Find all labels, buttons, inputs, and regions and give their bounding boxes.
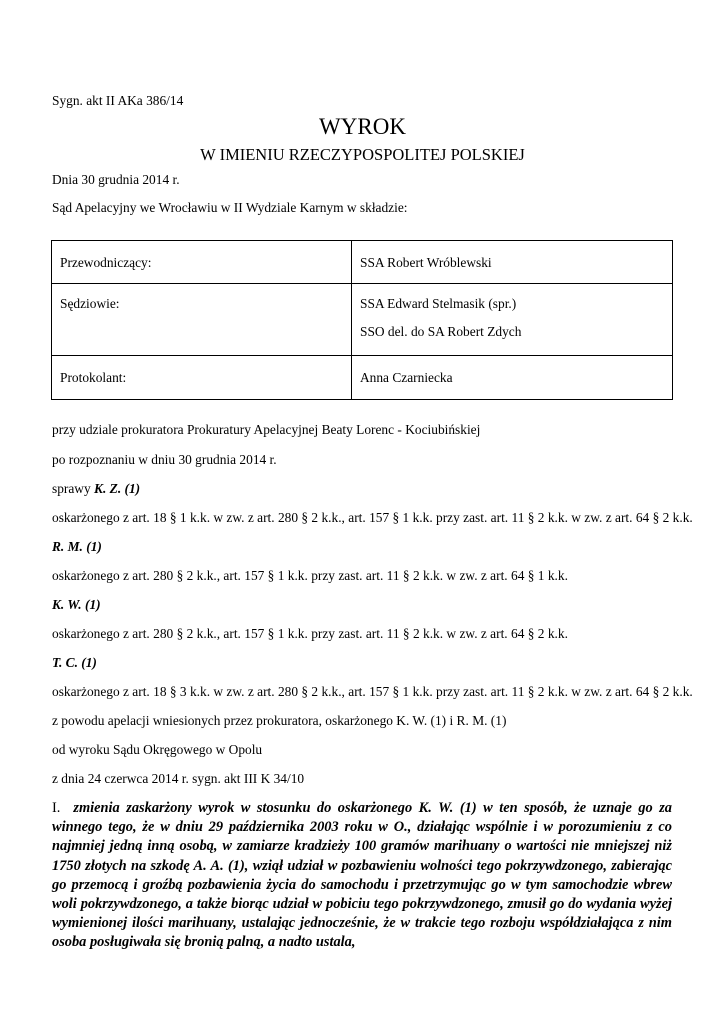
defendant-name: T. C. (1) (52, 655, 97, 670)
table-row (52, 284, 673, 356)
case-prefix: sprawy (52, 481, 95, 496)
prosecutor-line: przy udziale prokuratora Prokuratury Apelacyjnej Beaty Lorenc - Kociubińskiej (52, 422, 481, 437)
clerk-label: Protokolant: (52, 356, 352, 400)
defendant-charges: oskarżonego z art. 280 § 2 k.k., art. 157 § 1 k.k. przy zast. art. 11 § 2 k.k. w zw. z art. 64 § 1 k.k. (52, 568, 568, 583)
appeal-line: z powodu apelacji wniesionych przez prokuratora, oskarżonego K. W. (1) i R. M. (1) (52, 713, 507, 728)
case-number: Sygn. akt II AKa 386/14 (52, 93, 184, 108)
defendant-charges: oskarżonego z art. 280 § 2 k.k., art. 157 § 1 k.k. przy zast. art. 11 § 2 k.k. w zw. z art. 64 § 2 k.k. (52, 626, 568, 641)
presiding-name: SSA Robert Wróblewski (352, 241, 673, 284)
defendant-name: K. Z. (1) (94, 481, 141, 496)
judgment-source-line: od wyroku Sądu Okręgowego w Opolu (52, 742, 263, 757)
court-composition-table (51, 240, 673, 400)
judgment-date-line: z dnia 24 czerwca 2014 r. sygn. akt III K 34/10 (52, 771, 305, 786)
table-row (52, 241, 673, 284)
defendant-name: R. M. (1) (52, 539, 102, 554)
presiding-label: Przewodniczący: (52, 241, 352, 284)
hearing-line: po rozpoznaniu w dniu 30 grudnia 2014 r. (52, 452, 277, 467)
verdict-text: zmienia zaskarżony wyrok w stosunku do oskarżonego K. W. (1) w ten sposób, że uznaje go za winnego tego, że w dniu 29 października 2003 roku w O., działając wspólnie i w porozumieniu z co najmniej jedną inną osobą, w zamiarze kradzieży 100 gramów marihuany o wartości nie mniejszej niż 1750 złotych na szkodę A. A. (1), wziął udział w pozbawieniu wolności tego pokrzywdzonego, zabierając go przemocą i groźbą pozbawienia życia do samochodu i przetrzymując go w tym samochodzie wbrew woli pokrzywdzonego, a także biorąc udział w pobiciu tego pokrzywdzonego, zmusił go do wydania wyżej wymienionej ilości marihuany, ustalając jednocześnie, że w trakcie tego rozboju współdziałająca z nim osoba posługiwała się bronią palną, a nadto ustala, (52, 800, 672, 951)
clerk-name: Anna Czarniecka (352, 356, 673, 400)
verdict-number: I. (52, 800, 61, 816)
document-subtitle: W IMIENIU RZECZYPOSPOLITEJ POLSKIEJ (200, 145, 525, 164)
court-name: Sąd Apelacyjny we Wrocławiu w II Wydziale Karnym w składzie: (52, 200, 408, 215)
case-line (52, 481, 140, 497)
document-title: WYROK (319, 114, 406, 139)
judge-name: SSO del. do SA Robert Zdych (360, 324, 522, 339)
defendant-charges: oskarżonego z art. 18 § 3 k.k. w zw. z art. 280 § 2 k.k., art. 157 § 1 k.k. przy zast. art. 11 § 2 k.k. w zw. z art. 64 § 2 k.k. (52, 684, 693, 699)
defendant-charges: oskarżonego z art. 18 § 1 k.k. w zw. z art. 280 § 2 k.k., art. 157 § 1 k.k. przy zast. art. 11 § 2 k.k. w zw. z art. 64 § 2 k.k. (52, 510, 693, 525)
judge-name: SSA Edward Stelmasik (spr.) (360, 296, 517, 311)
table-row (52, 356, 673, 400)
judges-names (352, 284, 673, 356)
judges-label: Sędziowie: (52, 284, 352, 356)
judgment-date: Dnia 30 grudnia 2014 r. (52, 172, 180, 187)
defendant-name: K. W. (1) (52, 597, 101, 612)
verdict-paragraph (52, 799, 672, 953)
